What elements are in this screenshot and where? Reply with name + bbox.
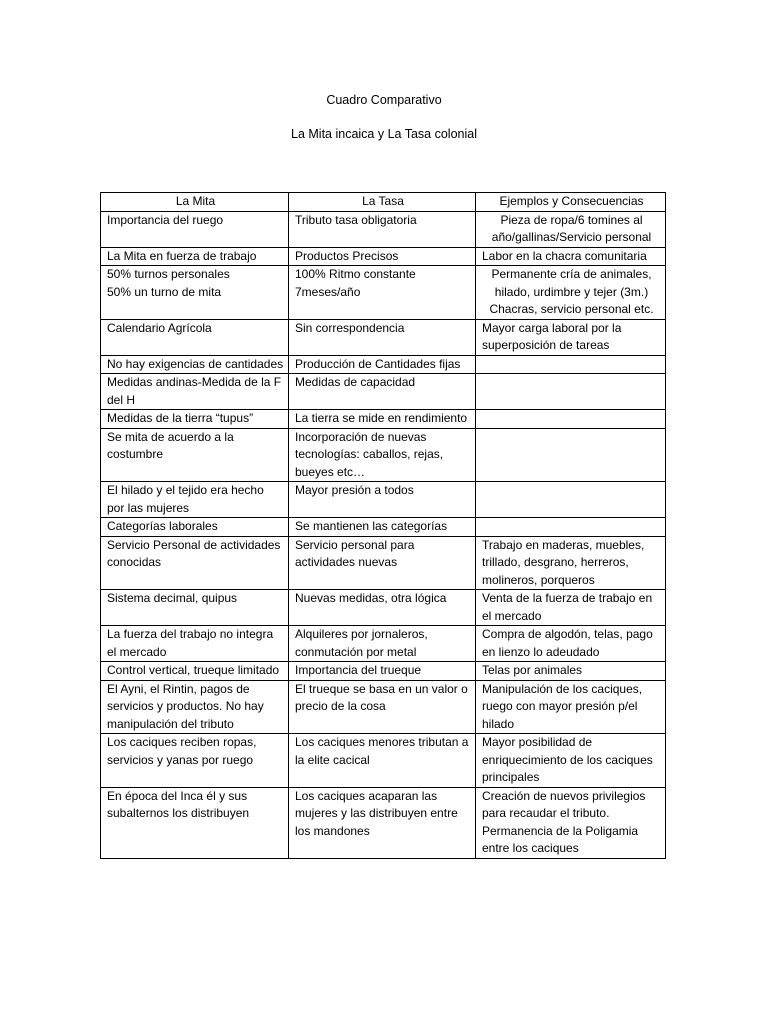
cell-ejemplos <box>476 518 666 537</box>
table-row <box>101 626 666 662</box>
cell-la-tasa: Producción de Cantidades fijas <box>289 355 476 374</box>
table-row <box>101 374 666 410</box>
cell-ejemplos: Labor en la chacra comunitaria <box>476 247 666 266</box>
cell-la-tasa: Sin correspondencia <box>289 319 476 355</box>
table-row <box>101 319 666 355</box>
cell-la-tasa: Los caciques acaparan las mujeres y las distribuyen entre los mandones <box>289 787 476 858</box>
cell-la-tasa: Productos Precisos <box>289 247 476 266</box>
cell-la-tasa: La tierra se mide en rendimiento <box>289 410 476 429</box>
table-row <box>101 680 666 734</box>
cell-la-tasa: Se mantienen las categorías <box>289 518 476 537</box>
cell-la-mita: Servicio Personal de actividades conocidas <box>101 536 289 590</box>
table-row <box>101 410 666 429</box>
cell-la-tasa: El trueque se basa en un valor o precio de la cosa <box>289 680 476 734</box>
cell-ejemplos: Creación de nuevos privilegios para recaudar el tributo. Permanencia de la Poligamia entre los caciques <box>476 787 666 858</box>
cell-la-tasa: Medidas de capacidad <box>289 374 476 410</box>
table-row <box>101 734 666 788</box>
cell-la-tasa: Importancia del trueque <box>289 662 476 681</box>
cell-la-tasa: Mayor presión a todos <box>289 482 476 518</box>
table-row <box>101 266 666 320</box>
cell-la-tasa: Tributo tasa obligatoria <box>289 211 476 247</box>
cell-la-tasa: 100% Ritmo constante 7meses/año <box>289 266 476 320</box>
cell-la-tasa: Los caciques menores tributan a la elite cacical <box>289 734 476 788</box>
cell-la-mita: En época del Inca él y sus subalternos los distribuyen <box>101 787 289 858</box>
cell-la-mita: Control vertical, trueque limitado <box>101 662 289 681</box>
cell-ejemplos <box>476 482 666 518</box>
table-row <box>101 211 666 247</box>
cell-la-mita: Calendario Agrícola <box>101 319 289 355</box>
document-title: Cuadro Comparativo <box>326 93 442 107</box>
header-ejemplos: Ejemplos y Consecuencias <box>476 193 666 212</box>
cell-la-mita: Importancia del ruego <box>101 211 289 247</box>
cell-ejemplos <box>476 374 666 410</box>
cell-ejemplos: Mayor carga laboral por la superposición de tareas <box>476 319 666 355</box>
cell-ejemplos: Telas por animales <box>476 662 666 681</box>
cell-ejemplos: Trabajo en maderas, muebles, trillado, desgrano, herreros, molineros, porqueros <box>476 536 666 590</box>
cell-la-mita: Los caciques reciben ropas, servicios y yanas por ruego <box>101 734 289 788</box>
table-row <box>101 536 666 590</box>
cell-ejemplos: Manipulación de los caciques, ruego con mayor presión p/el hilado <box>476 680 666 734</box>
table-row <box>101 787 666 858</box>
table-row <box>101 247 666 266</box>
cell-ejemplos <box>476 355 666 374</box>
document-subtitle: La Mita incaica y La Tasa colonial <box>291 127 477 141</box>
cell-la-mita: Categorías laborales <box>101 518 289 537</box>
table-body <box>101 211 666 858</box>
cell-ejemplos <box>476 410 666 429</box>
cell-la-tasa: Incorporación de nuevas tecnologías: caballos, rejas, bueyes etc… <box>289 428 476 482</box>
cell-la-tasa: Servicio personal para actividades nuevas <box>289 536 476 590</box>
cell-ejemplos <box>476 428 666 482</box>
cell-la-mita: 50% turnos personales 50% un turno de mita <box>101 266 289 320</box>
table-row <box>101 662 666 681</box>
cell-la-mita: No hay exigencias de cantidades <box>101 355 289 374</box>
cell-la-mita: Medidas andinas-Medida de la F del H <box>101 374 289 410</box>
cell-la-mita: El Ayni, el Rintin, pagos de servicios y productos. No hay manipulación del tributo <box>101 680 289 734</box>
cell-ejemplos: Mayor posibilidad de enriquecimiento de los caciques principales <box>476 734 666 788</box>
cell-la-mita: Se mita de acuerdo a la costumbre <box>101 428 289 482</box>
table-row <box>101 590 666 626</box>
cell-ejemplos: Venta de la fuerza de trabajo en el mercado <box>476 590 666 626</box>
header-la-tasa: La Tasa <box>289 193 476 212</box>
cell-la-tasa: Alquileres por jornaleros, conmutación por metal <box>289 626 476 662</box>
header-la-mita: La Mita <box>101 193 289 212</box>
comparison-table <box>100 192 666 859</box>
table-row <box>101 482 666 518</box>
cell-la-mita: Medidas de la tierra “tupus” <box>101 410 289 429</box>
table-row <box>101 428 666 482</box>
cell-la-mita: La Mita en fuerza de trabajo <box>101 247 289 266</box>
table-header-row <box>101 193 666 212</box>
table-row <box>101 355 666 374</box>
cell-ejemplos: Pieza de ropa/6 tomines al año/gallinas/Servicio personal <box>476 211 666 247</box>
cell-la-tasa: Nuevas medidas, otra lógica <box>289 590 476 626</box>
cell-ejemplos: Compra de algodón, telas, pago en lienzo lo adeudado <box>476 626 666 662</box>
cell-ejemplos: Permanente cría de animales, hilado, urdimbre y tejer (3m.) Chacras, servicio personal etc. <box>476 266 666 320</box>
cell-la-mita: Sistema decimal, quipus <box>101 590 289 626</box>
table-row <box>101 518 666 537</box>
cell-la-mita: El hilado y el tejido era hecho por las mujeres <box>101 482 289 518</box>
cell-la-mita: La fuerza del trabajo no integra el mercado <box>101 626 289 662</box>
